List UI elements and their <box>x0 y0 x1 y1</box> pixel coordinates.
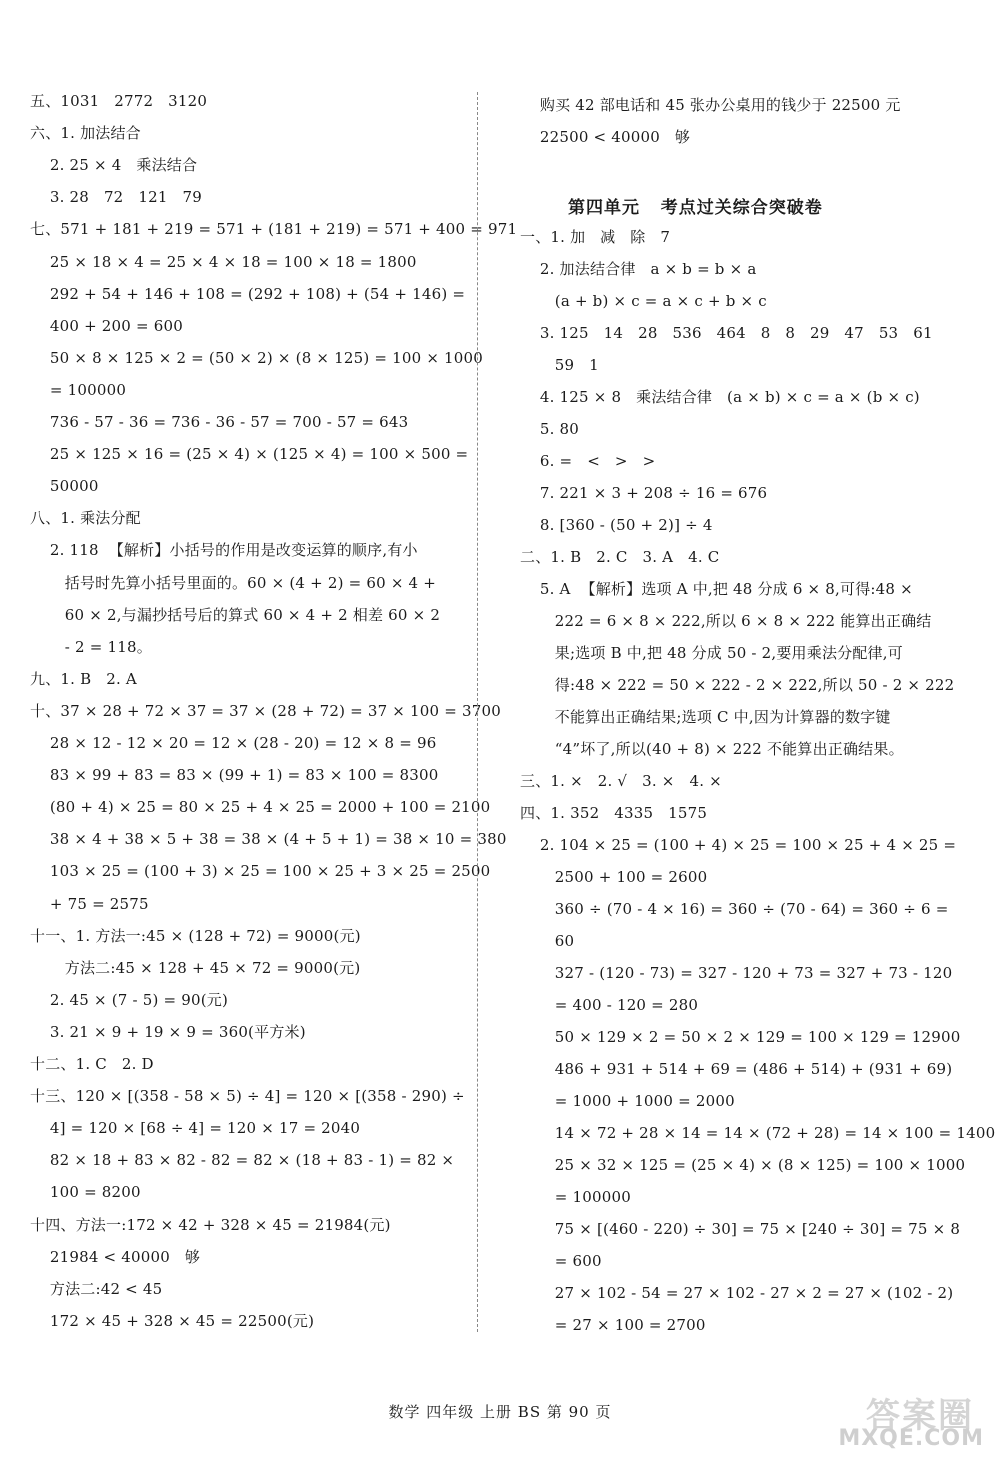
left-column-line: 4] = 120 × [68 ÷ 4] = 120 × 17 = 2040 <box>30 1119 361 1138</box>
right-column-line: 60 <box>520 932 575 950</box>
right-column-line: 2500 + 100 = 2600 <box>520 868 708 886</box>
right-column-line: 四、1. 352 4335 1575 <box>520 804 708 822</box>
right-column-line: 5. A 【解析】选项 A 中,把 48 分成 6 × 8,可得:48 × <box>520 580 913 598</box>
right-column-line: “4”坏了,所以(40 + 8) × 222 不能算出正确结果。 <box>520 740 904 758</box>
left-column-line: + 75 = 2575 <box>30 894 149 913</box>
right-column-line: 327 - (120 - 73) = 327 - 120 + 73 = 327 + 73 - 120 <box>520 964 953 982</box>
left-column-line: 十、37 × 28 + 72 × 37 = 37 × (28 + 72) = 37 × 100 = 3700 <box>30 701 501 720</box>
left-column-line: 28 × 12 - 12 × 20 = 12 × (28 - 20) = 12 × 8 = 96 <box>30 734 437 752</box>
right-column-line: 27 × 102 - 54 = 27 × 102 - 27 × 2 = 27 × (102 - 2) <box>520 1284 954 1302</box>
left-column-line: (80 + 4) × 25 = 80 × 25 + 4 × 25 = 2000 + 100 = 2100 <box>30 798 491 817</box>
left-column-line: 括号时先算小括号里面的。60 × (4 + 2) = 60 × 4 + <box>30 573 437 592</box>
right-column-top-line: 22500 < 40000 够 <box>520 128 691 147</box>
right-column-line: 25 × 32 × 125 = (25 × 4) × (8 × 125) = 100 × 1000 <box>520 1156 966 1174</box>
left-column-line: 3. 21 × 9 + 19 × 9 = 360(平方米) <box>30 1022 306 1041</box>
right-column-line: = 600 <box>520 1252 602 1270</box>
right-column-line: 14 × 72 + 28 × 14 = 14 × (72 + 28) = 14 × 100 = 1400 <box>520 1124 996 1142</box>
right-column-line: 6. = < > > <box>520 452 656 470</box>
left-column-line: 五、1031 2772 3120 <box>30 92 208 110</box>
watermark-url: MXQE.COM <box>838 1426 984 1451</box>
left-column-line: 400 + 200 = 600 <box>30 316 183 335</box>
left-column-line: 十三、120 × [(358 - 58 × 5) ÷ 4] = 120 × [(358 - 290) ÷ <box>30 1087 465 1106</box>
left-column-line: 七、571 + 181 + 219 = 571 + (181 + 219) = 571 + 400 = 971 <box>30 220 518 239</box>
right-column-line: 二、1. B 2. C 3. A 4. C <box>520 548 720 566</box>
right-column-line: 三、1. × 2. √ 3. × 4. × <box>520 772 722 790</box>
left-column-line: 六、1. 加法结合 <box>30 124 141 143</box>
left-column-line: 八、1. 乘法分配 <box>30 509 141 528</box>
right-column-line: = 100000 <box>520 1188 631 1206</box>
right-column-line: 7. 221 × 3 + 208 ÷ 16 = 676 <box>520 484 768 502</box>
right-column-line: 50 × 129 × 2 = 50 × 2 × 129 = 100 × 129 = 12900 <box>520 1028 961 1046</box>
left-column-line: 2. 25 × 4 乘法结合 <box>30 156 198 175</box>
right-column-line: = 1000 + 1000 = 2000 <box>520 1092 735 1110</box>
right-column-line: 222 = 6 × 8 × 222,所以 6 × 8 × 222 能算出正确结 <box>520 612 932 630</box>
right-column-line: 59 1 <box>520 356 599 374</box>
left-column-line: 60 × 2,与漏抄括号后的算式 60 × 4 + 2 相差 60 × 2 <box>30 605 441 624</box>
left-column-line: 50 × 8 × 125 × 2 = (50 × 2) × (8 × 125) = 100 × 1000 <box>30 348 484 367</box>
column-divider <box>477 92 478 1332</box>
right-column-line: 不能算出正确结果;选项 C 中,因为计算器的数字键 <box>520 708 891 726</box>
page-footer: 数学 四年级 上册 BS 第 90 页 <box>388 1403 612 1421</box>
right-column-line: 75 × [(460 - 220) ÷ 30] = 75 × [240 ÷ 30] = 75 × 8 <box>520 1220 961 1238</box>
right-column-line: (a + b) × c = a × c + b × c <box>520 292 767 310</box>
left-column-line: 十一、1. 方法一:45 × (128 + 72) = 9000(元) <box>30 926 361 945</box>
right-column-line: 486 + 931 + 514 + 69 = (486 + 514) + (931 + 69) <box>520 1060 953 1078</box>
left-column-line: 103 × 25 = (100 + 3) × 25 = 100 × 25 + 3 × 25 = 2500 <box>30 862 491 881</box>
watermark-title: 答案圈 <box>866 1396 974 1436</box>
left-column-line: 82 × 18 + 83 × 82 - 82 = 82 × (18 + 83 - 1) = 82 × <box>30 1151 455 1170</box>
left-column-line: 方法二:45 × 128 + 45 × 72 = 9000(元) <box>30 958 361 977</box>
left-column-line: 九、1. B 2. A <box>30 669 137 688</box>
left-column-line: 3. 28 72 121 79 <box>30 188 202 207</box>
right-column-line: 360 ÷ (70 - 4 × 16) = 360 ÷ (70 - 64) = 360 ÷ 6 = <box>520 900 949 918</box>
left-column-line: 2. 45 × (7 - 5) = 90(元) <box>30 990 229 1009</box>
right-column-line: 2. 加法结合律 a × b = b × a <box>520 260 757 278</box>
right-column-line: 得:48 × 222 = 50 × 222 - 2 × 222,所以 50 - 2 × 222 <box>520 676 955 694</box>
left-column-line: 2. 118 【解析】小括号的作用是改变运算的顺序,有小 <box>30 541 418 560</box>
left-column-line: 十二、1. C 2. D <box>30 1055 154 1073</box>
right-column-line: 8. [360 - (50 + 2)] ÷ 4 <box>520 516 713 534</box>
left-column-line: 83 × 99 + 83 = 83 × (99 + 1) = 83 × 100 = 8300 <box>30 766 439 785</box>
left-column-line: 38 × 4 + 38 × 5 + 38 = 38 × (4 + 5 + 1) = 38 × 10 = 380 <box>30 830 507 849</box>
right-column-line: 2. 104 × 25 = (100 + 4) × 25 = 100 × 25 + 4 × 25 = <box>520 836 957 854</box>
right-column-line: 果;选项 B 中,把 48 分成 50 - 2,要用乘法分配律,可 <box>520 644 903 662</box>
left-column-line: 25 × 18 × 4 = 25 × 4 × 18 = 100 × 18 = 1800 <box>30 252 417 271</box>
right-column-line: = 27 × 100 = 2700 <box>520 1316 706 1334</box>
left-column-line: 172 × 45 + 328 × 45 = 22500(元) <box>30 1311 315 1330</box>
left-column-line: = 100000 <box>30 380 127 399</box>
section-heading: 第四单元 考点过关综合突破卷 <box>568 198 823 218</box>
left-column-line: 292 + 54 + 146 + 108 = (292 + 108) + (54 + 146) = <box>30 284 466 303</box>
right-column-line: = 400 - 120 = 280 <box>520 996 699 1014</box>
left-column-line: 21984 < 40000 够 <box>30 1247 201 1266</box>
left-column-line: 25 × 125 × 16 = (25 × 4) × (125 × 4) = 100 × 500 = <box>30 445 469 464</box>
watermark-logo <box>810 1388 990 1454</box>
left-column-line: 100 = 8200 <box>30 1183 141 1202</box>
left-column-line: 50000 <box>30 477 99 496</box>
left-column-line: 十四、方法一:172 × 42 + 328 × 45 = 21984(元) <box>30 1215 391 1234</box>
right-column-line: 一、1. 加 减 除 7 <box>520 228 671 246</box>
right-column-line: 4. 125 × 8 乘法结合律 (a × b) × c = a × (b × c) <box>520 388 920 406</box>
right-column-top-line: 购买 42 部电话和 45 张办公桌用的钱少于 22500 元 <box>520 96 901 114</box>
left-column-line: 736 - 57 - 36 = 736 - 36 - 57 = 700 - 57 = 643 <box>30 413 409 431</box>
right-column-line: 3. 125 14 28 536 464 8 8 29 47 53 61 <box>520 324 933 342</box>
right-column-line: 5. 80 <box>520 420 580 438</box>
left-column-line: - 2 = 118。 <box>30 637 152 656</box>
left-column-line: 方法二:42 < 45 <box>30 1279 163 1298</box>
